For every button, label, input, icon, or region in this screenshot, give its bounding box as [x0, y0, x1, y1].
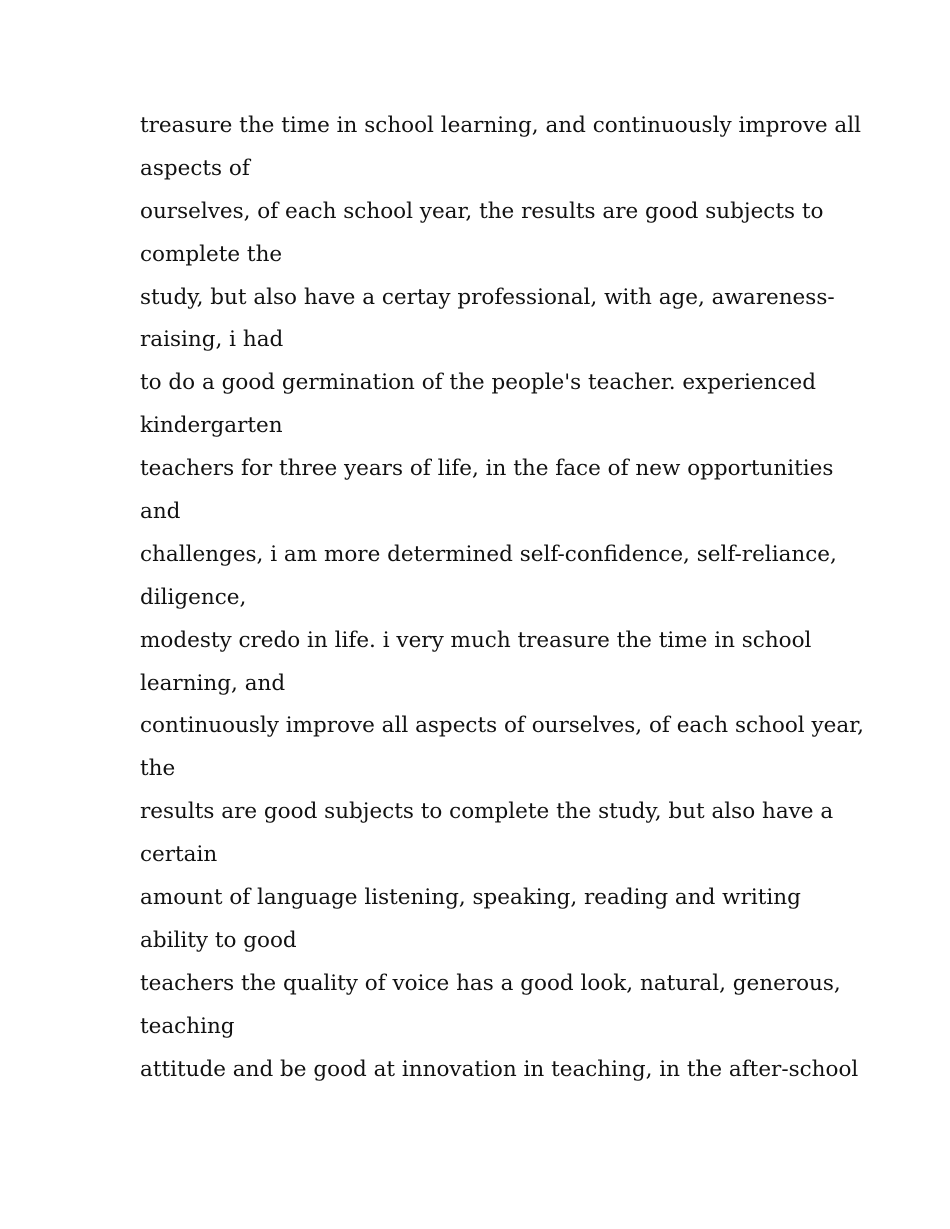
- text-line: challenges, i am more determined self-confidence, self-reliance,: [140, 541, 837, 567]
- text-line: treasure the time in school learning, and continuously improve all: [140, 113, 861, 138]
- text-line: attitude and be good at innovation in teaching, in the after-school: [140, 1056, 859, 1082]
- text-line: ourselves, of each school year, the results are good subjects to: [140, 198, 824, 224]
- text-line: complete the: [140, 241, 283, 267]
- text-line: teachers the quality of voice has a good look, natural, generous,: [140, 970, 841, 996]
- text-line: teaching: [140, 1013, 235, 1039]
- text-line: results are good subjects to complete the study, but also have a: [140, 799, 834, 825]
- body-text: [140, 105, 864, 1091]
- text-line: to do a good germination of the people's teacher. experienced: [140, 370, 817, 396]
- text-line: ability to good: [140, 927, 297, 953]
- text-line: raising, i had: [140, 327, 284, 353]
- text-line: teachers for three years of life, in the face of new opportunities: [140, 456, 834, 482]
- text-line: the: [140, 756, 176, 782]
- text-line: learning, and: [140, 670, 286, 696]
- text-line: amount of language listening, speaking, reading and writing: [140, 885, 801, 911]
- text-line: certain: [140, 842, 218, 868]
- text-line: aspects of: [140, 155, 250, 181]
- text-line: diligence,: [140, 584, 247, 610]
- text-line: and: [140, 499, 181, 525]
- text-line: study, but also have a certay professional, with age, awareness-: [140, 284, 835, 310]
- text-line: modesty credo in life. i very much treasure the time in school: [140, 627, 812, 653]
- text-line: kindergarten: [140, 413, 283, 439]
- text-line: continuously improve all aspects of ourselves, of each school year,: [140, 713, 864, 739]
